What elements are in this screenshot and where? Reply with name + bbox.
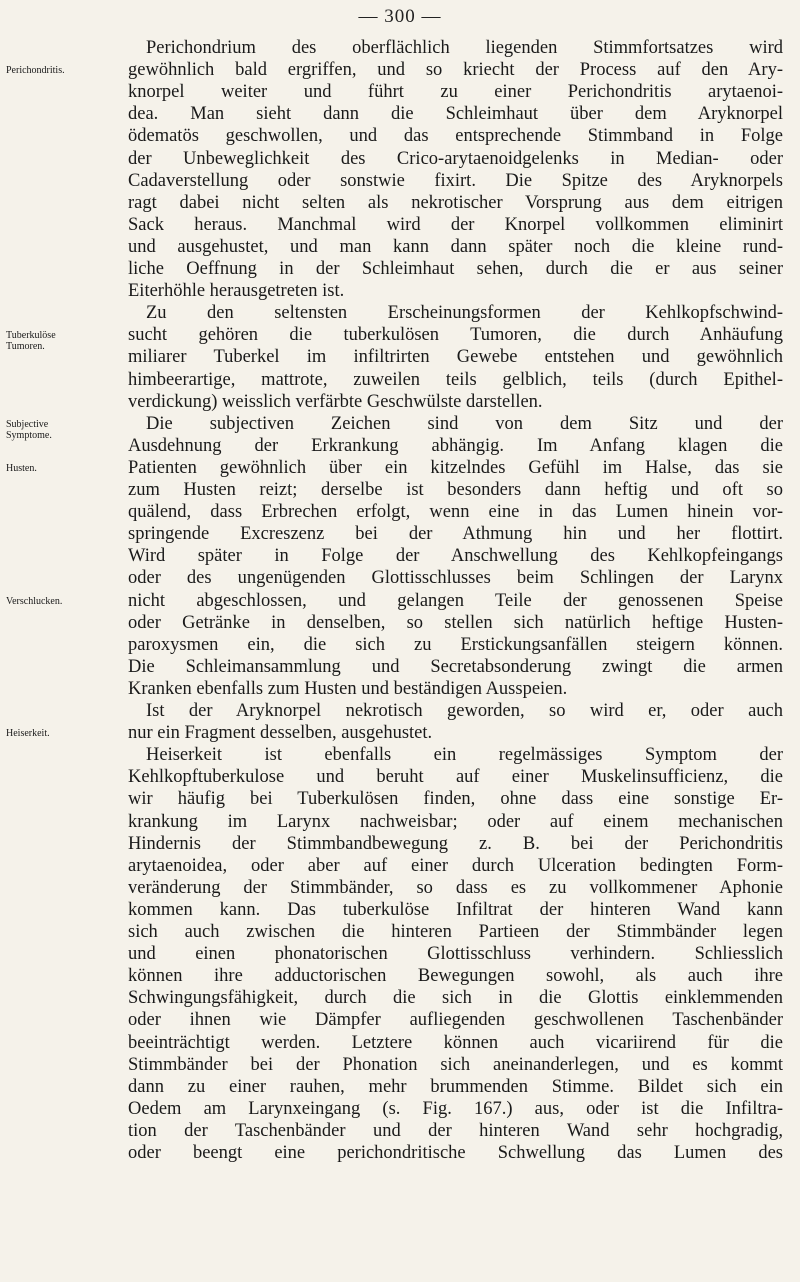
text-line: arytaenoidea, oder aber auf einer durch Ulceration bedingten Form-	[128, 855, 783, 876]
text-line: oder beengt eine perichondritische Schwellung das Lumen des	[128, 1143, 783, 1163]
margin-note	[6, 463, 124, 474]
text-line: dea. Man sieht dann die Schleimhaut über dem Aryknorpel	[128, 104, 783, 125]
text-line: Perichondrium des oberflächlich liegenden Stimmfortsatzes wird	[146, 38, 783, 58]
text-line: krankung im Larynx nachweisbar; oder auf einem mechanischen	[128, 811, 783, 832]
text-line: Eiterhöhle herausgetreten ist.	[128, 281, 345, 302]
text-line: oder ihnen wie Dämpfer aufliegenden geschwollenen Taschenbänder	[128, 1010, 783, 1031]
text-line: paroxysmen ein, die sich zu Erstickungsanfällen steigern können.	[128, 634, 783, 655]
margin-note	[6, 596, 124, 607]
text-line: miliarer Tuberkel im infiltrirten Gewebe entstehen und gewöhnlich	[128, 347, 783, 368]
text-line: Kranken ebenfalls zum Husten und beständigen Ausspeien.	[128, 678, 568, 699]
text-line: Die Schleimansammlung und Secretabsonderung zwingt die armen	[128, 656, 783, 677]
text-line: oder Getränke in denselben, so stellen sich natürlich heftige Husten-	[128, 612, 783, 633]
text-line: dann zu einer rauhen, mehr brummenden Stimme. Bildet sich ein	[128, 1076, 783, 1097]
margin-note-line: Perichondritis.	[6, 65, 65, 77]
text-line: wir häufig bei Tuberkulösen finden, ohne dass eine sonstige Er-	[128, 789, 783, 810]
text-line: knorpel weiter und führt zu einer Perichondritis arytaenoi-	[128, 82, 783, 103]
text-line: veränderung der Stimmbänder, so dass es zu vollkommener Aphonie	[128, 877, 783, 898]
text-line: Ausdehnung der Erkrankung abhängig. Im Anfang klagen die	[128, 435, 783, 456]
text-line: nur ein Fragment desselben, ausgehustet.	[128, 723, 433, 744]
text-line: der Unbeweglichkeit des Crico-arytaenoidgelenks in Median- oder	[128, 148, 783, 169]
text-line: quälend, dass Erbrechen erfolgt, wenn eine in das Lumen hinein vor-	[128, 502, 783, 523]
text-line: kommen kann. Das tuberkulöse Infiltrat der hinteren Wand kann	[128, 899, 783, 920]
text-line: Zu den seltensten Erscheinungsformen der Kehlkopfschwind-	[146, 303, 783, 324]
text-line: Patienten gewöhnlich über ein kitzelndes Gefühl im Halse, das sie	[128, 457, 783, 478]
text-line: sucht gehören die tuberkulösen Tumoren, die durch Anhäufung	[128, 325, 783, 346]
text-line: nicht abgeschlossen, und gelangen Teile der genossenen Speise	[128, 590, 783, 611]
margin-note-line: Husten.	[6, 462, 37, 474]
page-number: — 300 —	[358, 6, 442, 27]
text-line: Oedem am Larynxeingang (s. Fig. 167.) aus, oder ist die Infiltra-	[128, 1098, 783, 1119]
text-line: können ihre adductorischen Bewegungen sowohl, als auch ihre	[128, 966, 783, 987]
text-line: und ausgehustet, und man kann dann später noch die kleine rund-	[128, 236, 783, 257]
margin-note	[6, 65, 124, 76]
text-line: liche Oeffnung in der Schleimhaut sehen, durch die er aus seiner	[128, 259, 783, 279]
margin-note-line: Tuberkulöse	[6, 330, 56, 342]
margin-note-line: Tumoren.	[6, 341, 45, 353]
margin-note-line: Verschlucken.	[6, 595, 63, 607]
text-line: tion der Taschenbänder und der hinteren Wand sehr hochgradig,	[128, 1120, 783, 1141]
text-line: Cadaverstellung oder sonstwie fixirt. Die Spitze des Aryknorpels	[128, 170, 783, 191]
text-line: und einen phonatorischen Glottisschluss verhindern. Schliesslich	[128, 944, 783, 965]
text-line: verdickung) weisslich verfärbte Geschwülste darstellen.	[128, 391, 543, 412]
text-line: zum Husten reizt; derselbe ist besonders dann heftig und oft so	[128, 480, 783, 500]
margin-note	[6, 419, 124, 441]
text-line: beeinträchtigt werden. Letztere können auch vicariirend für die	[128, 1032, 783, 1053]
margin-note-line: Subjective	[6, 418, 49, 430]
text-line: Heiserkeit ist ebenfalls ein regelmässiges Symptom der	[146, 745, 783, 766]
text-line: ödematös geschwollen, und das entsprechende Stimmband in Folge	[128, 126, 783, 147]
text-line: Kehlkopftuberkulose und beruht auf einer Muskelinsufficienz, die	[128, 767, 783, 788]
margin-note-line: Symptome.	[6, 429, 52, 441]
text-line: Stimmbänder bei der Phonation sich aneinanderlegen, und es kommt	[128, 1054, 783, 1075]
text-line: Ist der Aryknorpel nekrotisch geworden, so wird er, oder auch	[146, 701, 783, 721]
text-line: ragt dabei nicht selten als nekrotischer Vorsprung aus dem eitrigen	[128, 192, 783, 213]
text-line: Schwingungsfähigkeit, durch die sich in die Glottis einklemmenden	[128, 988, 783, 1009]
text-line: springende Excreszenz bei der Athmung hin und her flottirt.	[128, 524, 783, 545]
margin-note	[6, 728, 124, 739]
text-line: Wird später in Folge der Anschwellung des Kehlkopfeingangs	[128, 546, 783, 567]
text-line: himbeerartige, mattrote, zuweilen teils gelblich, teils (durch Epithel-	[128, 369, 783, 390]
text-line: gewöhnlich bald ergriffen, und so kriecht der Process auf den Ary-	[128, 60, 783, 81]
text-line: sich auch zwischen die hinteren Partieen der Stimmbänder legen	[128, 922, 783, 942]
text-line: oder des ungenügenden Glottisschlusses beim Schlingen der Larynx	[128, 568, 783, 589]
text-line: Hindernis der Stimmbandbewegung z. B. bei der Perichondritis	[128, 833, 783, 854]
margin-note-line: Heiserkeit.	[6, 728, 50, 740]
text-line: Die subjectiven Zeichen sind von dem Sitz und der	[146, 413, 783, 434]
text-line: Sack heraus. Manchmal wird der Knorpel vollkommen eliminirt	[128, 214, 783, 235]
margin-note	[6, 330, 124, 352]
